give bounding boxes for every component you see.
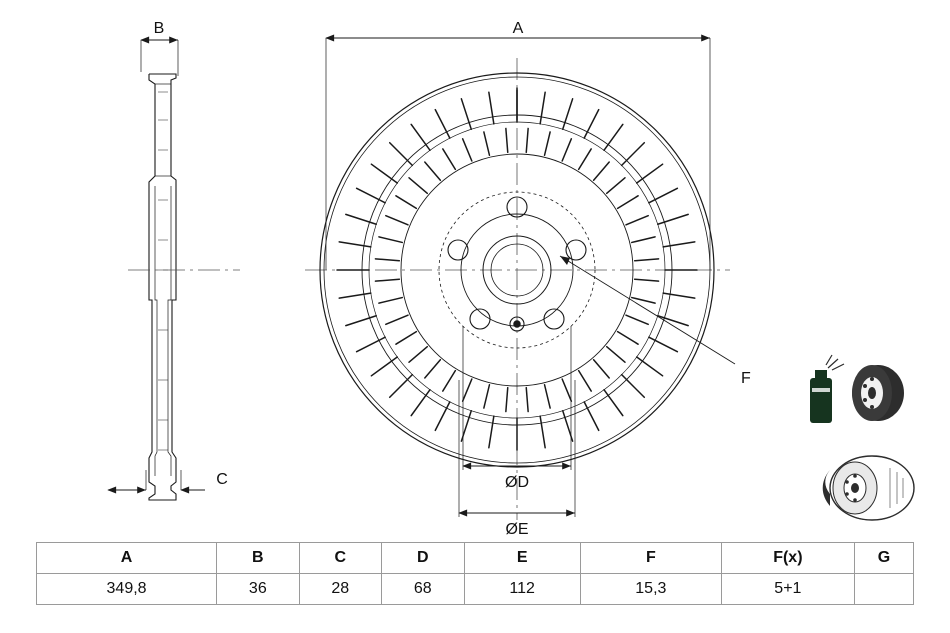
spray-can-icon <box>810 355 844 423</box>
dimension-c <box>108 470 205 490</box>
face-view <box>128 38 735 520</box>
center-lines <box>128 58 730 520</box>
header-b: B <box>217 543 299 574</box>
leader-f <box>560 256 735 364</box>
table-header-row <box>37 543 914 574</box>
dimension-table <box>36 542 914 605</box>
label-d-diameter: ØD <box>505 474 529 491</box>
header-g: G <box>854 543 913 574</box>
value-c: 28 <box>299 574 381 605</box>
header-e: E <box>464 543 580 574</box>
label-a: A <box>512 20 524 37</box>
brake-disc-icon <box>852 365 904 421</box>
value-a: 349,8 <box>37 574 217 605</box>
label-b: B <box>153 20 165 37</box>
value-fx: 5+1 <box>721 574 854 605</box>
header-a: A <box>37 543 217 574</box>
product-icons <box>810 355 914 520</box>
coated-brake-disc-icon <box>823 456 914 520</box>
value-e: 112 <box>464 574 580 605</box>
value-f: 15,3 <box>580 574 721 605</box>
value-b: 36 <box>217 574 299 605</box>
table-value-row <box>37 574 914 605</box>
label-f: F <box>741 370 751 387</box>
header-d: D <box>382 543 464 574</box>
header-f: F <box>580 543 721 574</box>
label-e-diameter: ØE <box>505 521 529 538</box>
label-c: C <box>216 471 228 488</box>
header-c: C <box>299 543 381 574</box>
value-d: 68 <box>382 574 464 605</box>
dimension-b <box>141 40 178 76</box>
disc-cross-section <box>149 74 176 500</box>
header-fx: F(x) <box>721 543 854 574</box>
value-g <box>854 574 913 605</box>
